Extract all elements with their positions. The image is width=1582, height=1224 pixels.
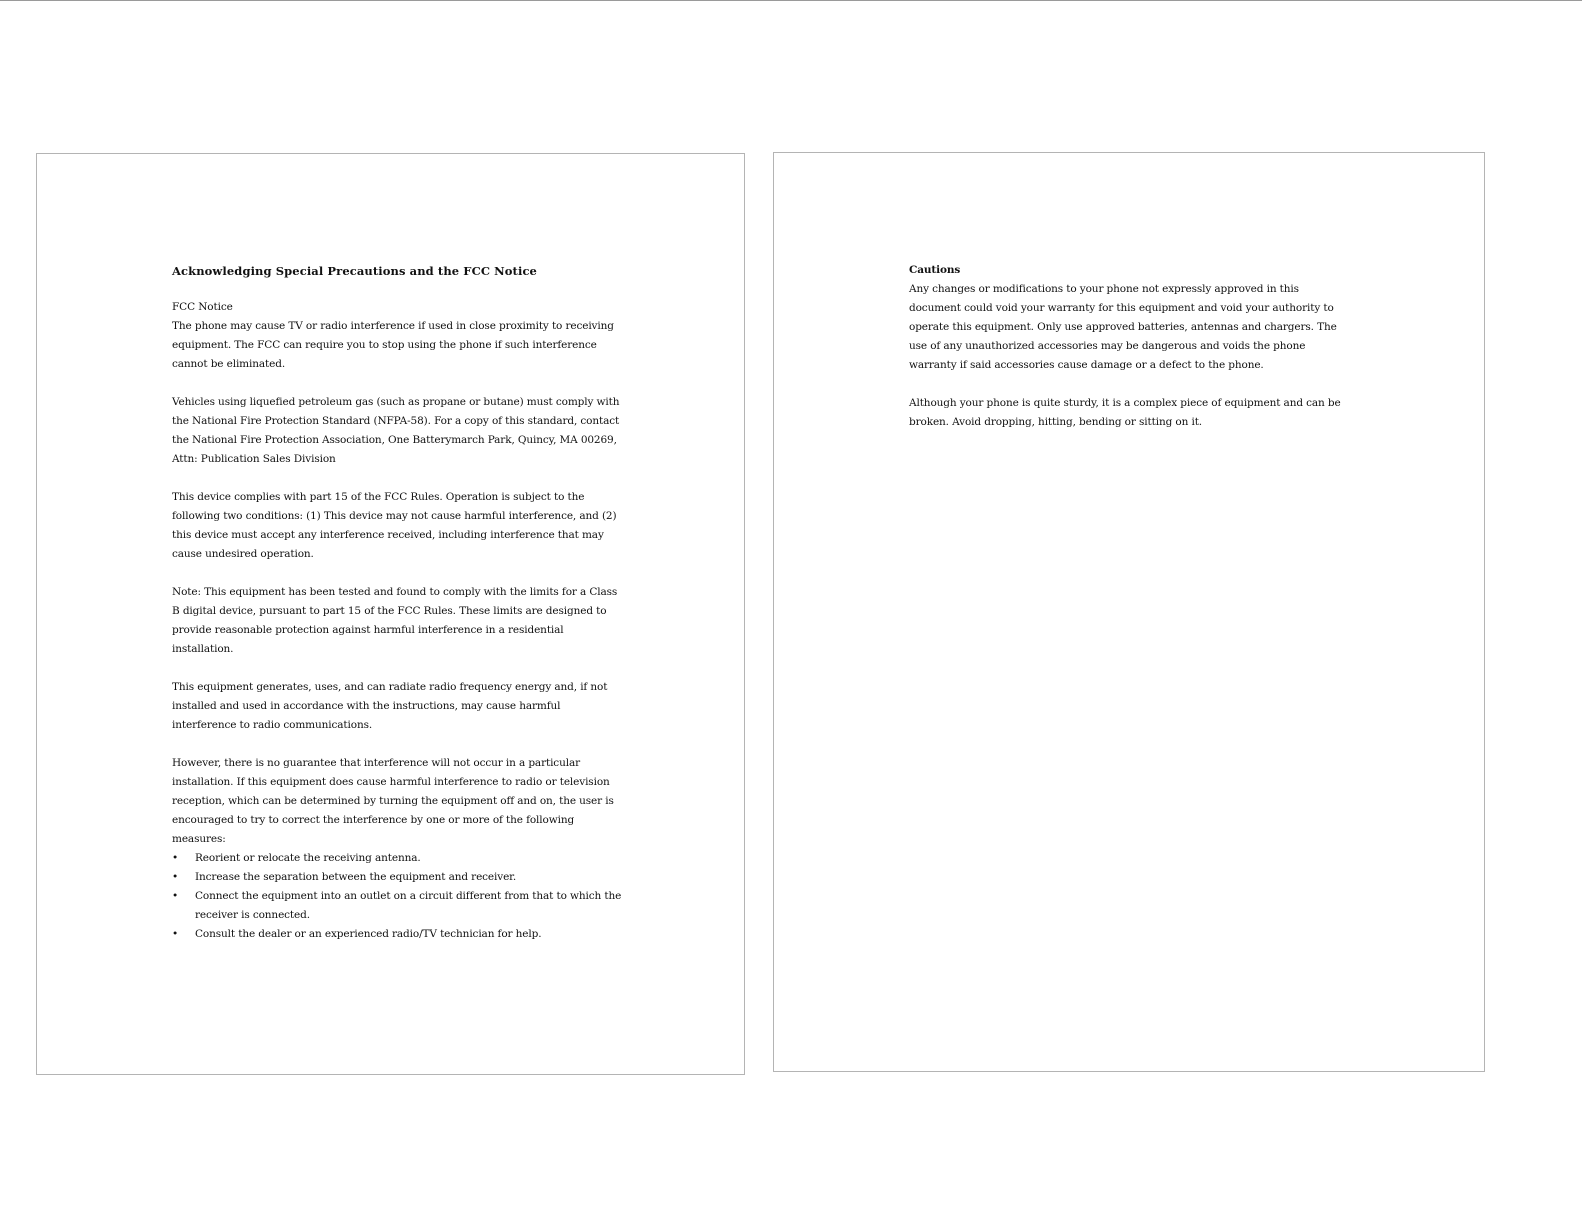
- list-item: [172, 868, 622, 887]
- document-page-left: [36, 153, 745, 1075]
- document-page-right: [773, 152, 1485, 1072]
- cautions-paragraph-modifications: Any changes or modifications to your phone not expressly approved in this document could void your warranty for this equipment and void your authority to operate this equipment. Only use approved batteries, antennas and chargers. The use of any unauthorized accessories may be dangerous and voids the phone warranty if said accessories cause damage or a defect to the phone.: [909, 283, 1337, 371]
- fcc-paragraph-part15-compliance: This device complies with part 15 of the FCC Rules. Operation is subject to the following two conditions: (1) This device may not cause harmful interference, and (2) this device must accept any interference received, including interference that may cause undesired operation.: [172, 491, 617, 560]
- list-item: [172, 887, 622, 925]
- interference-measures-list: [172, 849, 622, 944]
- page-left-content: [172, 262, 622, 944]
- list-item-text: Connect the equipment into an outlet on a circuit different from that to which the receiver is connected.: [195, 890, 622, 921]
- cautions-paragraph-sturdy: Although your phone is quite sturdy, it is a complex piece of equipment and can be broken. Avoid dropping, hitting, bending or sitting on it.: [909, 397, 1341, 428]
- list-item: [172, 849, 622, 868]
- fcc-notice-heading: FCC Notice: [172, 301, 233, 313]
- fcc-paragraph-class-b-note: Note: This equipment has been tested and found to comply with the limits for a Class B digital device, pursuant to part 15 of the FCC Rules. These limits are designed to provide reasonable protection against harmful interference in a residential installation.: [172, 586, 618, 655]
- bullet-icon: •: [172, 890, 179, 902]
- list-item-text: Consult the dealer or an experienced radio/TV technician for help.: [195, 928, 542, 940]
- bullet-icon: •: [172, 928, 179, 940]
- fcc-paragraph-lpg-vehicles: Vehicles using liquefied petroleum gas (such as propane or butane) must comply with the National Fire Protection Standard (NFPA-58). For a copy of this standard, contact the National Fire Protection Association, One Batterymarch Park, Quincy, MA 00269, Attn: Publication Sales Division: [172, 396, 620, 465]
- cautions-heading: Cautions: [909, 264, 961, 276]
- list-item-text: Increase the separation between the equipment and receiver.: [195, 871, 517, 883]
- document-title: Acknowledging Special Precautions and the FCC Notice: [172, 264, 537, 278]
- bullet-icon: •: [172, 871, 179, 883]
- fcc-paragraph-interference: The phone may cause TV or radio interference if used in close proximity to receiving equipment. The FCC can require you to stop using the phone if such interference cannot be eliminated.: [172, 320, 614, 370]
- bullet-icon: •: [172, 852, 179, 864]
- top-border-line: [0, 0, 1582, 1]
- fcc-paragraph-rf-energy: This equipment generates, uses, and can radiate radio frequency energy and, if not installed and used in accordance with the instructions, may cause harmful interference to radio communications.: [172, 681, 608, 731]
- list-item: [172, 925, 622, 944]
- fcc-paragraph-no-guarantee: However, there is no guarantee that interference will not occur in a particular installation. If this equipment does cause harmful interference to radio or television reception, which can be determined by turning the equipment off and on, the user is encouraged to try to correct the interference by one or more of the following measures:: [172, 757, 614, 845]
- list-item-text: Reorient or relocate the receiving antenna.: [195, 852, 421, 864]
- page-right-content: [909, 261, 1345, 451]
